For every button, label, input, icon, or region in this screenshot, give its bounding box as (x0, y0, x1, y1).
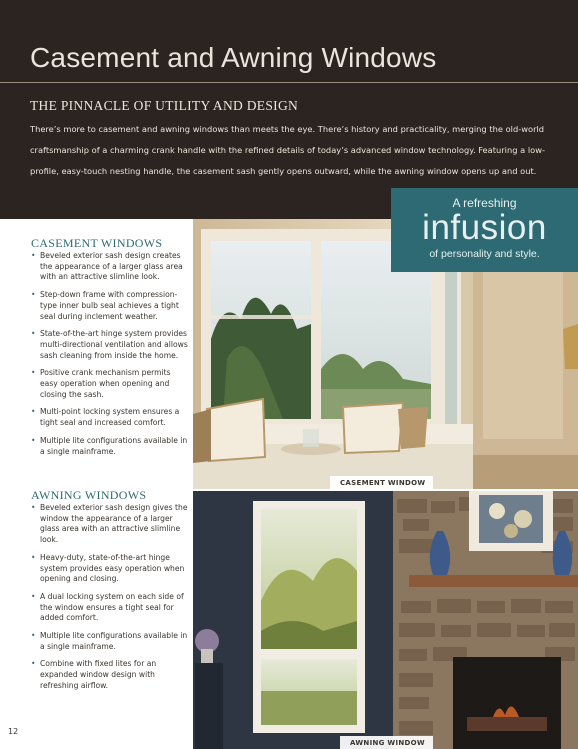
list-item: • Combine with fixed lites for an expanded window design with refreshing airflow. (31, 659, 189, 691)
section-subtitle: THE PINNACLE OF UTILITY AND DESIGN (30, 98, 299, 113)
list-item: • Beveled exterior sash design creates the appearance of a larger glass area with an attractive slimline look. (31, 251, 189, 283)
list-item: • A dual locking system on each side of the window ensures a tight seal for added comfort. (31, 592, 189, 624)
tagline-line-3: of personality and style. (429, 248, 540, 260)
list-item: • Multi-point locking system ensures a tight seal and increased comfort. (31, 407, 189, 428)
casement-photo-caption: CASEMENT WINDOW (330, 476, 433, 489)
title-divider (0, 82, 578, 83)
awning-window-image (193, 491, 578, 749)
list-item: • Multiple lite configurations available in a single mainframe. (31, 631, 189, 652)
awning-heading: AWNING WINDOWS (31, 488, 147, 502)
list-item: • Multiple lite configurations available in a single mainframe. (31, 436, 189, 457)
tagline-line-1: A refreshing (452, 196, 517, 210)
list-item: • Heavy-duty, state-of-the-art hinge system provides easy operation when opening and closing. (31, 553, 189, 585)
list-item: • State-of-the-art hinge system provides multi-directional ventilation and allows sash cleaning from inside the home. (31, 329, 189, 361)
tagline-line-2: infusion (422, 208, 547, 247)
page-number: 12 (8, 727, 19, 736)
awning-photo-caption: AWNING WINDOW (340, 736, 433, 749)
header-band (0, 0, 578, 219)
list-item: • Beveled exterior sash design gives the window the appearance of a larger glass area with an attractive slimline look. (31, 503, 189, 546)
page-title: Casement and Awning Windows (30, 42, 437, 73)
casement-heading: CASEMENT WINDOWS (31, 236, 163, 250)
awning-window-photo (193, 491, 578, 749)
intro-paragraph: There’s more to casement and awning windows than meets the eye. There’s history and practicality, merging the old-world craftsmanship of a charming crank handle with the refined details of today’s advanced window technology. Featuring a low-profile, easy-touch nesting handle, the casement sash gently opens outward, while the awning window opens up and out. (30, 124, 546, 176)
list-item: • Positive crank mechanism permits easy operation when opening and closing the sash. (31, 368, 189, 400)
tagline-callout (391, 188, 578, 272)
awning-feature-list (31, 503, 189, 699)
casement-feature-list (31, 251, 189, 464)
list-item: • Step-down frame with compression-type inner bulb seal achieves a tight seal during inclement weather. (31, 290, 189, 322)
